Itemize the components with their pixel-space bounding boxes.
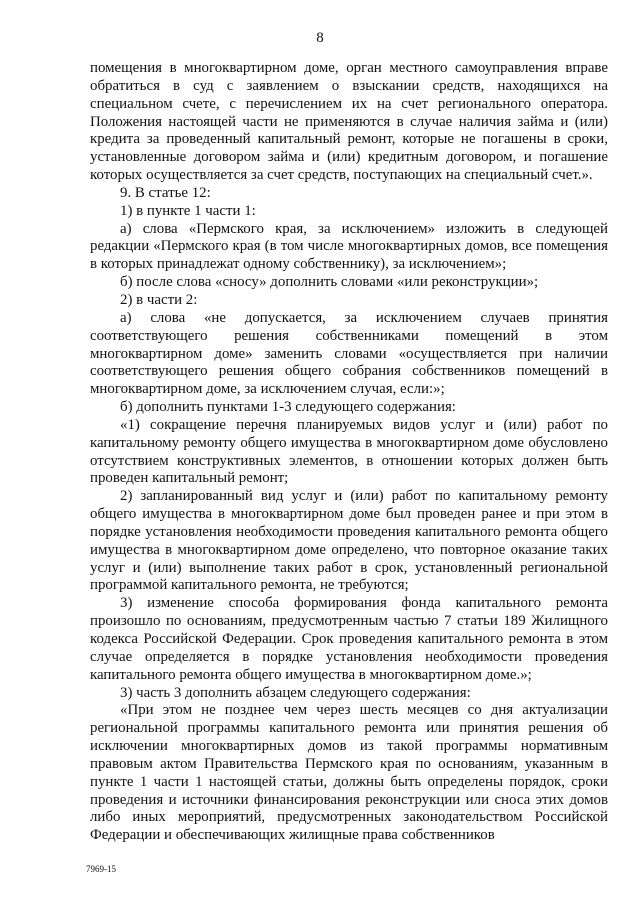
paragraph-subitem-1a: а) слова «Пермского края, за исключением» изложить в следующей редакции «Пермского края (в том числе многоквартирных домов, все помещения в которых принадлежат одному собственнику), за исключением»;: [90, 220, 608, 273]
paragraph-subitem-2b: б) дополнить пунктами 1-3 следующего содержания:: [120, 399, 456, 416]
paragraph-point-3: 3) изменение способа формирования фонда капитального ремонта произошло по основаниям, предусмотренным частью 7 статьи 189 Жилищного кодекса Российской Федерации. Срок проведения капитального ремонта в этом случае определяется в порядке установления необходимости проведения капитального ремонта общего имущества в многоквартирном доме.»;: [90, 595, 608, 683]
paragraph-subitem-1: 1) в пункте 1 части 1:: [120, 202, 256, 219]
paragraph-point-1: «1) сокращение перечня планируемых видов услуг и (или) работ по капитальному ремонту общего имущества в многоквартирном доме обусловлено отсутствием конструктивных элементов, в отношении которых должен быть проведен капитальный ремонт;: [90, 416, 608, 487]
paragraph-subitem-2a: а) слова «не допускается, за исключением случаев принятия соответствующего решения собственниками помещений в этом многоквартирном доме» заменить словами «осуществляется при наличии соответствующего решения общего собрания собственников помещений в многоквартирном доме, за исключением случая, если:»;: [90, 309, 608, 398]
paragraph-continuation: помещения в многоквартирном доме, орган местного самоуправления вправе обратиться в суд с заявлением о взыскании средств, находящихся на специальном счете, с перечислением их на счет регионального оператора. Положения настоящей части не применяются в случае наличия займа и (или) кредита за проведенный капитальный ремонт, которые не погашены в сроки, установленные договором займа и (или) кредитным договором, и погашение которых осуществляется за счет средств, поступающих на специальный счет.».: [90, 60, 608, 184]
paragraph-point-2: 2) запланированный вид услуг и (или) работ по капитальному ремонту общего имущества в многоквартирном доме был проведен ранее и при этом в порядке установления необходимости проведения капитального ремонта общего имущества в многоквартирном доме определено, что повторное оказание таких услуг и (или) выполнение таких работ в срок, установленный региональной программой капитального ремонта, не требуются;: [90, 488, 608, 594]
document-body: [90, 60, 608, 845]
document-code: 7969-15: [86, 864, 116, 874]
paragraph-subitem-1b: б) после слова «сносу» дополнить словами «или реконструкции»;: [120, 274, 539, 291]
paragraph-subitem-3: 3) часть 3 дополнить абзацем следующего содержания:: [120, 684, 471, 701]
paragraph-new-clause: «При этом не позднее чем через шесть месяцев со дня актуализации региональной программы капитального ремонта или принятия решения об исключении многоквартирных домов из такой программы нормативным правовым актом Правительства Пермского края по основаниям, указанным в пункте 1 части 1 настоящей статьи, должны быть определены порядок, сроки проведения и источники финансирования реконструкции или сноса этих домов либо иных мероприятий, предусмотренных законодательством Российской Федерации и обеспечивающих жилищные права собственников: [90, 702, 608, 844]
paragraph-item-9: 9. В статье 12:: [120, 184, 211, 201]
page-number: 8: [316, 30, 324, 46]
paragraph-subitem-2: 2) в части 2:: [120, 291, 198, 308]
